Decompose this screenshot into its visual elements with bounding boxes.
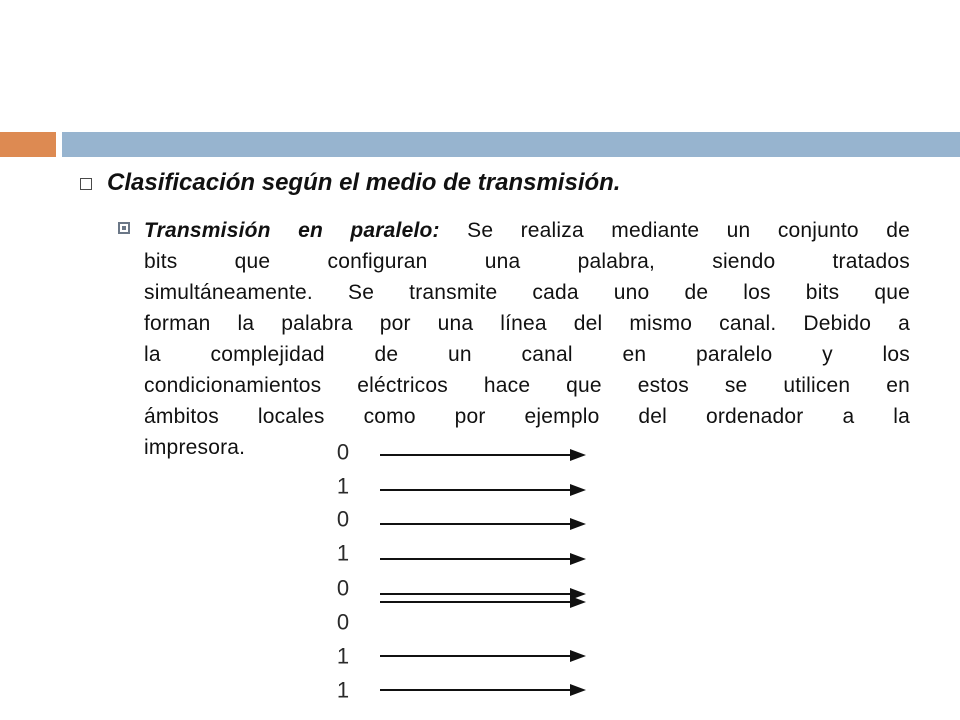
paragraph-line: bits que configuran una palabra, siendo tratados bbox=[144, 250, 910, 273]
bit-label: 1 bbox=[336, 540, 350, 566]
bullet-inner-square bbox=[122, 226, 126, 230]
bit-label: 1 bbox=[336, 473, 350, 499]
paragraph-line bbox=[144, 215, 910, 246]
arrow bbox=[380, 553, 586, 565]
paragraph-line: impresora. bbox=[144, 436, 246, 459]
arrow bbox=[380, 484, 586, 496]
parallel-transmission-diagram bbox=[320, 438, 600, 708]
term-label: Transmisión en paralelo: bbox=[144, 219, 440, 242]
bit-label: 0 bbox=[336, 575, 350, 601]
arrow bbox=[380, 449, 586, 461]
paragraph-line: forman la palabra por una línea del mismo canal. Debido a bbox=[144, 312, 910, 335]
paragraph-line: simultáneamente. Se transmite cada uno de los bits que bbox=[144, 281, 910, 304]
arrow bbox=[380, 518, 586, 530]
arrow bbox=[380, 684, 586, 696]
bit-label: 0 bbox=[336, 506, 350, 532]
arrow bbox=[380, 596, 586, 608]
paragraph-line: condicionamientos eléctricos hace que estos se utilicen en bbox=[144, 374, 910, 397]
bit-label: 0 bbox=[336, 439, 350, 465]
title-bar-accent bbox=[0, 132, 56, 157]
arrow bbox=[380, 588, 586, 600]
paragraph-line: ámbitos locales como por ejemplo del ordenador a la bbox=[144, 405, 910, 428]
bit-label: 1 bbox=[336, 677, 350, 703]
bit-label: 1 bbox=[336, 643, 350, 669]
arrow bbox=[380, 650, 586, 662]
paragraph-text: Se realiza mediante un conjunto de bbox=[467, 219, 910, 242]
square-outline-bullet-icon bbox=[80, 178, 92, 190]
body-paragraph bbox=[144, 215, 910, 463]
bit-label: 0 bbox=[336, 609, 350, 635]
square-filled-bullet-icon bbox=[118, 222, 130, 234]
slide-heading: Clasificación según el medio de transmisión. bbox=[107, 169, 621, 196]
title-bar bbox=[62, 132, 960, 157]
paragraph-line: la complejidad de un canal en paralelo y los bbox=[144, 343, 910, 366]
